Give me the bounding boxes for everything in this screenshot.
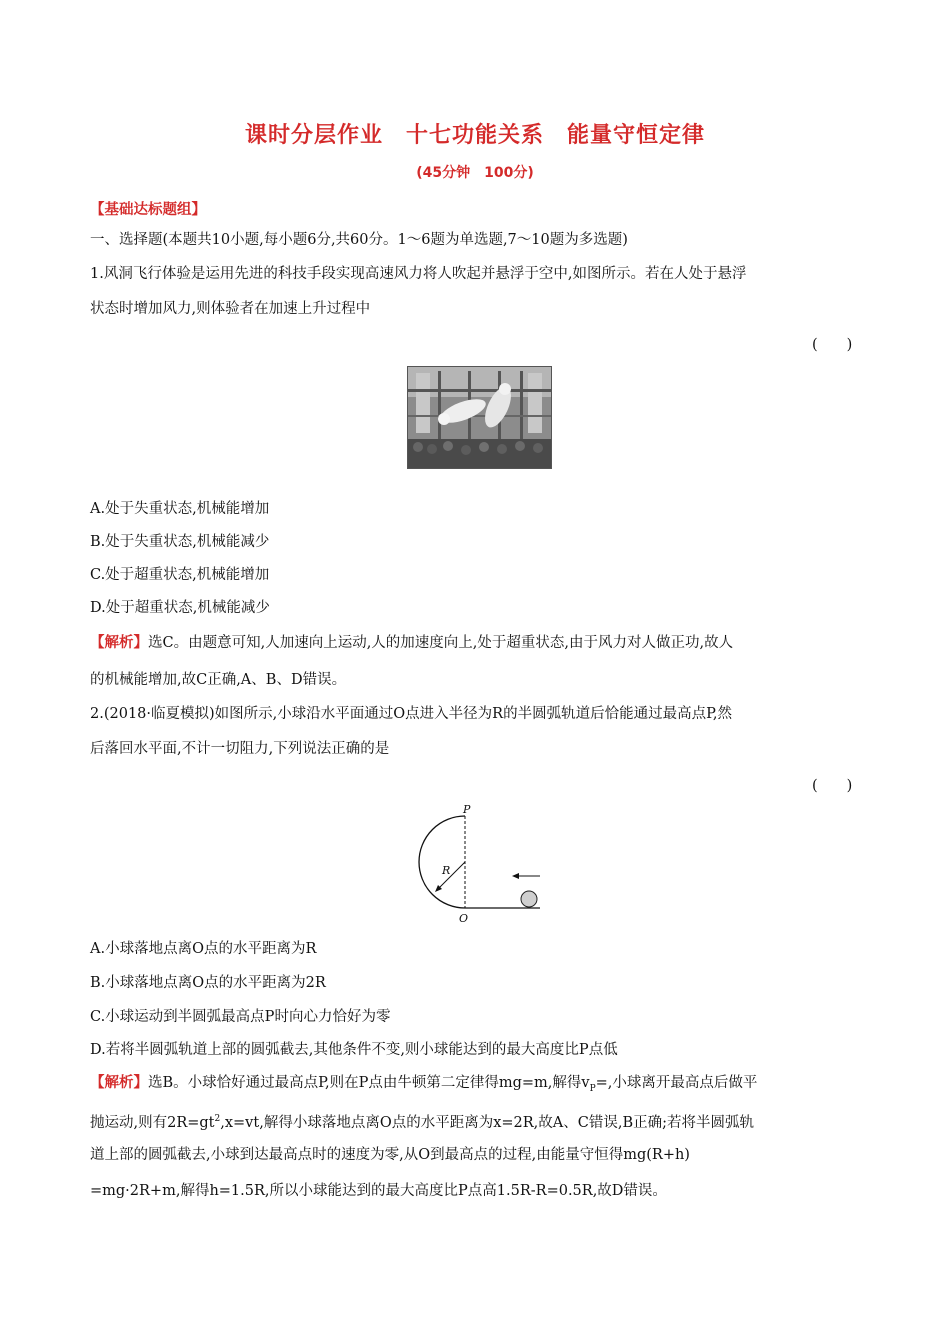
q1-analysis-text-1: 选C。由题意可知,人加速向上运动,人的加速度向上,处于超重状态,由于风力对人做正功,故人 bbox=[148, 635, 734, 651]
q1-stem-line-1: 1.风洞飞行体验是运用先进的科技手段实现高速风力将人吹起并悬浮于空中,如图所示。若在人处于悬浮 bbox=[90, 266, 747, 282]
label-p: P bbox=[463, 803, 471, 816]
group-label: 【基础达标题组】 bbox=[90, 202, 206, 218]
wind-tunnel-photo bbox=[407, 366, 552, 469]
q1-stem-line-2: 状态时增加风力,则体验者在加速上升过程中 bbox=[90, 301, 371, 317]
q2-analysis-sup: 2 bbox=[214, 1114, 221, 1124]
q2-analysis-line-2 bbox=[90, 1109, 870, 1133]
section-instructions: 一、选择题(本题共10小题,每小题6分,共60分。1～6题为单选题,7～10题为多选题) bbox=[90, 232, 628, 248]
q1-analysis-line-2: 的机械能增加,故C正确,A、B、D错误。 bbox=[90, 672, 347, 688]
q2-analysis-line-4: =mg·2R+m,解得h=1.5R,所以小球能达到的最大高度比P点高1.5R-R=0.5R,故D错误。 bbox=[90, 1183, 667, 1199]
q2-analysis-text-1-end: =,小球离开最高点后做平 bbox=[595, 1075, 758, 1091]
page-subtitle: (45分钟 100分) bbox=[416, 165, 534, 181]
track-diagram-svg bbox=[410, 802, 560, 924]
q1-answer-paren: ( ) bbox=[812, 337, 853, 353]
label-o: O bbox=[459, 912, 469, 924]
label-r: R bbox=[442, 864, 451, 877]
page-title: 课时分层作业 十七功能关系 能量守恒定律 bbox=[244, 123, 705, 148]
q1-option-b: B.处于失重状态,机械能减少 bbox=[90, 534, 270, 550]
q2-analysis-text-1: 选B。小球恰好通过最高点P,则在P点由牛顿第二定律得mg=m,解得v bbox=[148, 1075, 590, 1091]
q2-analysis-label: 【解析】 bbox=[90, 1075, 148, 1091]
q2-stem-line-1: 2.(2018·临夏模拟)如图所示,小球沿水平面通过O点进入半径为R的半圆弧轨道后恰能通过最高点P,然 bbox=[90, 706, 732, 722]
q1-analysis-line-1 bbox=[90, 633, 870, 653]
q2-analysis-line-3: 道上部的圆弧截去,小球到达最高点时的速度为零,从O到最高点的过程,由能量守恒得mg(R+h) bbox=[90, 1147, 690, 1163]
q2-answer-paren: ( ) bbox=[812, 778, 853, 794]
q1-option-d: D.处于超重状态,机械能减少 bbox=[90, 600, 270, 616]
wind-tunnel-image bbox=[408, 367, 551, 468]
semicircle-track-diagram bbox=[410, 802, 560, 924]
q2-analysis-text-2: 抛运动,则有2R=gt bbox=[90, 1114, 215, 1131]
q2-option-b: B.小球落地点离O点的水平距离为2R bbox=[90, 975, 326, 991]
q2-option-a: A.小球落地点离O点的水平距离为R bbox=[90, 941, 317, 957]
q2-analysis-text-2-end: ,x=vt,解得小球落地点离O点的水平距离为x=2R,故A、C错误,B正确;若将半圆弧轨 bbox=[220, 1114, 754, 1131]
q1-option-c: C.处于超重状态,机械能增加 bbox=[90, 567, 270, 583]
q2-analysis-sub: P bbox=[589, 1083, 596, 1094]
q2-option-c: C.小球运动到半圆弧最高点P时向心力恰好为零 bbox=[90, 1009, 391, 1025]
q1-analysis-label: 【解析】 bbox=[90, 635, 148, 651]
q2-stem-line-2: 后落回水平面,不计一切阻力,下列说法正确的是 bbox=[90, 741, 390, 757]
q2-option-d: D.若将半圆弧轨道上部的圆弧截去,其他条件不变,则小球能达到的最大高度比P点低 bbox=[90, 1042, 618, 1058]
q1-option-a: A.处于失重状态,机械能增加 bbox=[90, 501, 270, 517]
q2-analysis-line-1 bbox=[90, 1073, 870, 1099]
